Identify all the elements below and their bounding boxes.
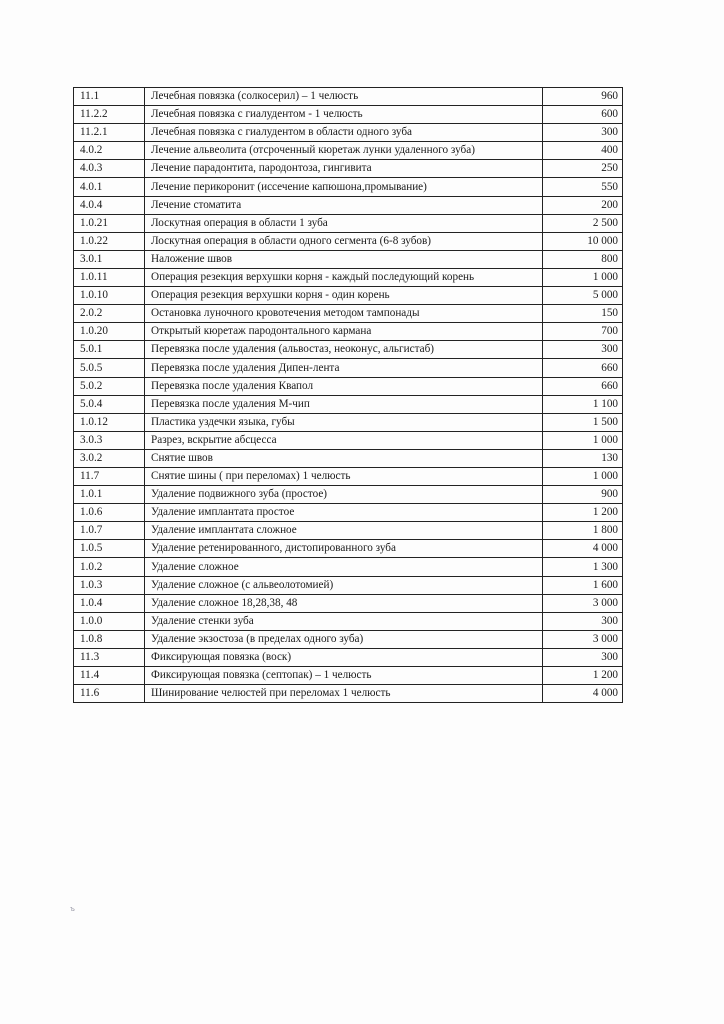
service-code-cell: 4.0.1	[74, 178, 145, 196]
service-price-cell: 1 300	[543, 558, 623, 576]
table-row	[74, 196, 623, 214]
service-code-cell: 5.0.1	[74, 341, 145, 359]
table-row	[74, 431, 623, 449]
service-name-cell: Операция резекция верхушки корня - каждый последующий корень	[145, 268, 543, 286]
service-code-cell: 11.7	[74, 467, 145, 485]
service-name-cell: Разрез, вскрытие абсцесса	[145, 431, 543, 449]
service-price-cell: 300	[543, 124, 623, 142]
service-code-cell: 1.0.7	[74, 522, 145, 540]
service-code-cell: 1.0.8	[74, 630, 145, 648]
service-price-cell: 4 000	[543, 685, 623, 703]
service-code-cell: 11.2.1	[74, 124, 145, 142]
service-name-cell: Удаление имплантата сложное	[145, 522, 543, 540]
service-code-cell: 11.4	[74, 667, 145, 685]
service-name-cell: Фиксирующая повязка (септопак) – 1 челюсть	[145, 667, 543, 685]
service-code-cell: 11.1	[74, 88, 145, 106]
service-name-cell: Лоскутная операция в области 1 зуба	[145, 214, 543, 232]
service-price-cell: 660	[543, 377, 623, 395]
table-row	[74, 268, 623, 286]
service-price-cell: 2 500	[543, 214, 623, 232]
service-code-cell: 1.0.0	[74, 612, 145, 630]
service-code-cell: 1.0.2	[74, 558, 145, 576]
service-price-cell: 200	[543, 196, 623, 214]
service-name-cell: Удаление сложное (с альвеолотомией)	[145, 576, 543, 594]
table-row	[74, 287, 623, 305]
service-code-cell: 1.0.4	[74, 594, 145, 612]
scan-mark: ъ	[70, 905, 75, 913]
service-name-cell: Перевязка после удаления (альвостаз, неоконус, альгистаб)	[145, 341, 543, 359]
service-price-cell: 300	[543, 612, 623, 630]
table-row	[74, 341, 623, 359]
table-row	[74, 323, 623, 341]
table-row	[74, 88, 623, 106]
service-price-cell: 250	[543, 160, 623, 178]
price-table	[73, 87, 623, 703]
service-code-cell: 4.0.4	[74, 196, 145, 214]
service-code-cell: 1.0.22	[74, 232, 145, 250]
service-price-cell: 1 000	[543, 268, 623, 286]
service-code-cell: 3.0.1	[74, 250, 145, 268]
service-code-cell: 1.0.12	[74, 413, 145, 431]
table-row	[74, 377, 623, 395]
service-name-cell: Удаление ретенированного, дистопированного зуба	[145, 540, 543, 558]
service-name-cell: Удаление экзостоза (в пределах одного зуба)	[145, 630, 543, 648]
table-row	[74, 250, 623, 268]
service-name-cell: Снятие швов	[145, 449, 543, 467]
service-name-cell: Перевязка после удаления Квапол	[145, 377, 543, 395]
service-price-cell: 10 000	[543, 232, 623, 250]
service-price-cell: 5 000	[543, 287, 623, 305]
service-price-cell: 550	[543, 178, 623, 196]
service-price-cell: 660	[543, 359, 623, 377]
service-price-cell: 3 000	[543, 594, 623, 612]
service-name-cell: Перевязка после удаления Дипен-лента	[145, 359, 543, 377]
service-code-cell: 11.6	[74, 685, 145, 703]
table-row	[74, 685, 623, 703]
service-price-cell: 1 800	[543, 522, 623, 540]
table-row	[74, 178, 623, 196]
table-row	[74, 359, 623, 377]
service-price-cell: 1 200	[543, 504, 623, 522]
table-row	[74, 106, 623, 124]
service-price-cell: 1 500	[543, 413, 623, 431]
service-code-cell: 3.0.3	[74, 431, 145, 449]
service-code-cell: 1.0.10	[74, 287, 145, 305]
service-name-cell: Лечебная повязка с гиалудентом - 1 челюсть	[145, 106, 543, 124]
service-name-cell: Наложение швов	[145, 250, 543, 268]
table-row	[74, 305, 623, 323]
table-row	[74, 160, 623, 178]
service-code-cell: 1.0.5	[74, 540, 145, 558]
service-price-cell: 1 100	[543, 395, 623, 413]
service-price-cell: 900	[543, 486, 623, 504]
service-name-cell: Удаление сложное 18,28,38, 48	[145, 594, 543, 612]
table-row	[74, 648, 623, 666]
table-row	[74, 124, 623, 142]
table-row	[74, 214, 623, 232]
service-code-cell: 1.0.21	[74, 214, 145, 232]
service-name-cell: Снятие шины ( при переломах) 1 челюсть	[145, 467, 543, 485]
service-name-cell: Удаление сложное	[145, 558, 543, 576]
table-row	[74, 630, 623, 648]
service-price-cell: 960	[543, 88, 623, 106]
table-row	[74, 522, 623, 540]
table-row	[74, 594, 623, 612]
service-code-cell: 11.3	[74, 648, 145, 666]
service-price-cell: 800	[543, 250, 623, 268]
service-name-cell: Шинирование челюстей при переломах 1 челюсть	[145, 685, 543, 703]
table-row	[74, 467, 623, 485]
service-name-cell: Лечение перикоронит (иссечение капюшона,промывание)	[145, 178, 543, 196]
service-name-cell: Открытый кюретаж пародонтального кармана	[145, 323, 543, 341]
service-price-cell: 1 600	[543, 576, 623, 594]
service-price-cell: 1 200	[543, 667, 623, 685]
service-name-cell: Фиксирующая повязка (воск)	[145, 648, 543, 666]
service-name-cell: Лечение стоматита	[145, 196, 543, 214]
service-price-cell: 600	[543, 106, 623, 124]
service-price-cell: 4 000	[543, 540, 623, 558]
table-row	[74, 413, 623, 431]
service-name-cell: Удаление стенки зуба	[145, 612, 543, 630]
service-code-cell: 4.0.2	[74, 142, 145, 160]
table-row	[74, 232, 623, 250]
table-row	[74, 576, 623, 594]
service-name-cell: Остановка луночного кровотечения методом тампонады	[145, 305, 543, 323]
service-price-cell: 130	[543, 449, 623, 467]
service-price-cell: 700	[543, 323, 623, 341]
service-code-cell: 4.0.3	[74, 160, 145, 178]
service-price-cell: 150	[543, 305, 623, 323]
service-price-cell: 1 000	[543, 431, 623, 449]
service-code-cell: 5.0.5	[74, 359, 145, 377]
service-name-cell: Операция резекция верхушки корня - один корень	[145, 287, 543, 305]
service-price-cell: 1 000	[543, 467, 623, 485]
service-price-cell: 400	[543, 142, 623, 160]
table-row	[74, 667, 623, 685]
service-price-cell: 300	[543, 648, 623, 666]
table-row	[74, 504, 623, 522]
service-name-cell: Лоскутная операция в области одного сегмента (6-8 зубов)	[145, 232, 543, 250]
service-code-cell: 5.0.2	[74, 377, 145, 395]
service-code-cell: 1.0.6	[74, 504, 145, 522]
service-name-cell: Удаление имплантата простое	[145, 504, 543, 522]
service-price-cell: 3 000	[543, 630, 623, 648]
table-row	[74, 395, 623, 413]
service-code-cell: 11.2.2	[74, 106, 145, 124]
table-row	[74, 486, 623, 504]
service-price-cell: 300	[543, 341, 623, 359]
service-code-cell: 1.0.20	[74, 323, 145, 341]
table-row	[74, 540, 623, 558]
service-name-cell: Лечение парадонтита, пародонтоза, гингивита	[145, 160, 543, 178]
table-row	[74, 612, 623, 630]
table-row	[74, 558, 623, 576]
table-row	[74, 142, 623, 160]
service-code-cell: 3.0.2	[74, 449, 145, 467]
service-code-cell: 2.0.2	[74, 305, 145, 323]
service-name-cell: Перевязка после удаления М-чип	[145, 395, 543, 413]
table-row	[74, 449, 623, 467]
service-code-cell: 1.0.3	[74, 576, 145, 594]
service-name-cell: Лечебная повязка с гиалудентом в области одного зуба	[145, 124, 543, 142]
service-name-cell: Удаление подвижного зуба (простое)	[145, 486, 543, 504]
service-name-cell: Лечение альвеолита (отсроченный кюретаж лунки удаленного зуба)	[145, 142, 543, 160]
price-table-body	[74, 88, 623, 703]
service-name-cell: Пластика уздечки языка, губы	[145, 413, 543, 431]
service-code-cell: 1.0.1	[74, 486, 145, 504]
service-code-cell: 1.0.11	[74, 268, 145, 286]
service-name-cell: Лечебная повязка (солкосерил) – 1 челюсть	[145, 88, 543, 106]
service-code-cell: 5.0.4	[74, 395, 145, 413]
